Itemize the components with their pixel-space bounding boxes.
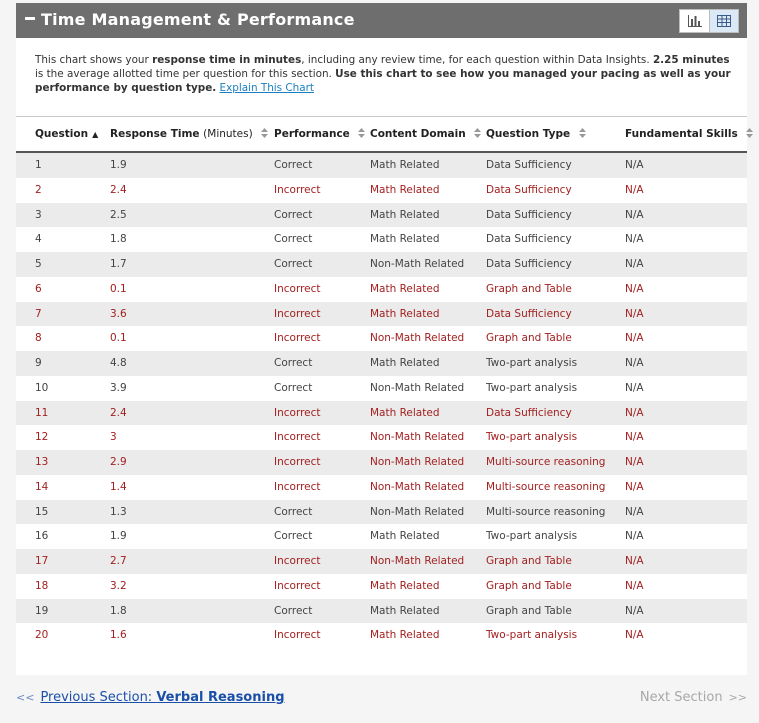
cell-content-domain: Non-Math Related [370, 258, 465, 270]
table-row [16, 623, 747, 648]
cell-content-domain: Math Related [370, 183, 440, 196]
double-chevron-left-icon: << [16, 691, 35, 704]
table-view-button[interactable] [709, 10, 738, 32]
cell-response-time: 1.9 [110, 530, 127, 543]
col-header-question-label: Question [35, 128, 89, 140]
cell-performance: Correct [274, 530, 313, 543]
view-toggle [679, 9, 739, 33]
col-header-performance-label: Performance [274, 128, 350, 140]
cell-question: 6 [35, 282, 42, 295]
cell-content-domain: Non-Math Related [370, 555, 465, 567]
table-row [16, 549, 747, 574]
cell-fundamental-skills: N/A [625, 307, 644, 320]
sort-icon[interactable] [261, 128, 268, 138]
cell-performance: Correct [274, 233, 313, 246]
table-row [16, 574, 747, 599]
cell-content-domain: Math Related [370, 629, 440, 642]
cell-fundamental-skills: N/A [625, 233, 644, 246]
cell-performance: Incorrect [274, 307, 321, 320]
cell-question: 16 [35, 530, 49, 543]
col-header-question[interactable] [35, 128, 98, 140]
cell-content-domain: Non-Math Related [370, 332, 465, 345]
desc-text-1: This chart shows your [35, 54, 153, 66]
cell-performance: Incorrect [274, 456, 321, 468]
table-row [16, 203, 747, 228]
cell-response-time: 1.9 [110, 159, 127, 171]
cell-question-type: Data Sufficiency [486, 233, 572, 246]
cell-response-time: 2.4 [110, 183, 127, 196]
cell-fundamental-skills: N/A [625, 406, 644, 419]
cell-question: 1 [35, 159, 42, 171]
cell-response-time: 2.5 [110, 208, 127, 221]
sort-icon[interactable] [746, 128, 753, 138]
col-header-question-type-label: Question Type [486, 128, 571, 140]
cell-content-domain: Math Related [370, 406, 440, 419]
cell-content-domain: Math Related [370, 579, 440, 592]
cell-response-time: 1.4 [110, 480, 127, 493]
cell-performance: Correct [274, 357, 313, 369]
col-header-question-type[interactable] [486, 128, 586, 140]
table-row [16, 450, 747, 475]
table-row [16, 277, 747, 302]
cell-question-type: Data Sufficiency [486, 183, 572, 196]
cell-question: 18 [35, 579, 49, 592]
cell-question-type: Graph and Table [486, 332, 572, 345]
col-header-response-time[interactable] [110, 128, 268, 140]
cell-question-type: Multi-source reasoning [486, 456, 606, 468]
cell-performance: Correct [274, 381, 313, 394]
cell-question-type: Graph and Table [486, 579, 572, 592]
cell-response-time: 2.4 [110, 406, 127, 419]
cell-fundamental-skills: N/A [625, 159, 644, 171]
sort-icon[interactable] [474, 128, 481, 138]
performance-table [16, 116, 747, 648]
minus-icon[interactable] [25, 17, 35, 20]
cell-performance: Incorrect [274, 183, 321, 196]
cell-question: 8 [35, 332, 42, 345]
cell-fundamental-skills: N/A [625, 282, 644, 295]
cell-fundamental-skills: N/A [625, 208, 644, 221]
sort-ascending-icon[interactable]: ▲ [92, 130, 99, 139]
cell-question: 17 [35, 555, 49, 567]
table-row [16, 153, 747, 178]
cell-performance: Incorrect [274, 480, 321, 493]
cell-content-domain: Non-Math Related [370, 456, 465, 468]
cell-response-time: 0.1 [110, 332, 127, 345]
cell-response-time: 3.9 [110, 381, 127, 394]
cell-response-time: 3 [110, 431, 117, 444]
sort-icon[interactable] [358, 128, 365, 138]
cell-response-time: 3.2 [110, 579, 127, 592]
cell-question: 12 [35, 431, 49, 444]
col-header-response-time-label: Response Time [110, 128, 200, 140]
previous-section-label[interactable] [40, 690, 284, 705]
section-nav [16, 690, 747, 710]
panel-title: Time Management & Performance [41, 10, 355, 29]
col-header-content-domain-label: Content Domain [370, 128, 466, 140]
cell-response-time: 2.7 [110, 555, 127, 567]
cell-question-type: Two-part analysis [486, 357, 578, 369]
cell-content-domain: Math Related [370, 159, 440, 171]
cell-fundamental-skills: N/A [625, 505, 644, 518]
cell-question: 7 [35, 307, 42, 320]
cell-response-time: 1.8 [110, 233, 127, 246]
chart-view-button[interactable] [680, 10, 709, 32]
cell-content-domain: Non-Math Related [370, 480, 465, 493]
panel-title-wrap[interactable] [25, 10, 355, 29]
cell-response-time: 4.8 [110, 357, 127, 369]
cell-question: 19 [35, 604, 49, 617]
time-management-panel [16, 3, 747, 675]
cell-question: 3 [35, 208, 42, 221]
cell-fundamental-skills: N/A [625, 357, 644, 369]
cell-question-type: Data Sufficiency [486, 307, 572, 320]
table-row [16, 302, 747, 327]
table-header [16, 117, 747, 153]
cell-fundamental-skills: N/A [625, 530, 644, 543]
cell-question: 20 [35, 629, 49, 642]
next-section-link [640, 690, 747, 705]
cell-question: 11 [35, 406, 49, 419]
cell-response-time: 3.6 [110, 307, 127, 320]
cell-fundamental-skills: N/A [625, 629, 644, 642]
cell-content-domain: Non-Math Related [370, 505, 465, 518]
cell-content-domain: Math Related [370, 282, 440, 295]
col-header-fundamental-skills[interactable] [625, 128, 753, 140]
cell-question: 4 [35, 233, 42, 246]
previous-section-prefix: Previous Section: [40, 690, 157, 705]
col-header-response-time-unit: (Minutes) [203, 128, 253, 140]
desc-bold-1: response time in minutes [152, 54, 302, 66]
table-row [16, 599, 747, 624]
cell-content-domain: Math Related [370, 307, 440, 320]
cell-performance: Incorrect [274, 579, 321, 592]
cell-performance: Correct [274, 505, 313, 518]
cell-fundamental-skills: N/A [625, 456, 644, 468]
table-row [16, 227, 747, 252]
cell-question-type: Graph and Table [486, 282, 572, 295]
previous-section-name: Verbal Reasoning [156, 690, 285, 705]
table-row [16, 524, 747, 549]
double-chevron-right-icon: >> [728, 691, 747, 704]
previous-section-link[interactable] [16, 690, 285, 705]
next-section-label: Next Section [639, 690, 723, 705]
cell-response-time: 1.3 [110, 505, 127, 518]
bar-chart-icon [688, 15, 702, 27]
cell-content-domain: Math Related [370, 233, 440, 246]
cell-fundamental-skills: N/A [625, 183, 644, 196]
cell-performance: Correct [274, 159, 313, 171]
col-header-content-domain[interactable] [370, 128, 481, 140]
desc-text-2: , including any review time, for each question within Data Insights. [301, 54, 653, 66]
cell-performance: Correct [274, 604, 313, 617]
cell-fundamental-skills: N/A [625, 381, 644, 394]
cell-question: 13 [35, 456, 49, 468]
cell-fundamental-skills: N/A [625, 555, 644, 567]
cell-performance: Incorrect [274, 282, 321, 295]
cell-question-type: Multi-source reasoning [486, 505, 606, 518]
table-row [16, 326, 747, 351]
cell-performance: Incorrect [274, 406, 321, 419]
cell-question: 14 [35, 480, 49, 493]
table-row [16, 376, 747, 401]
cell-response-time: 2.9 [110, 456, 127, 468]
table-row [16, 401, 747, 426]
cell-content-domain: Math Related [370, 208, 440, 221]
cell-content-domain: Math Related [370, 604, 440, 617]
cell-question-type: Graph and Table [486, 555, 572, 567]
cell-response-time: 1.7 [110, 258, 127, 270]
chart-description [35, 53, 735, 95]
desc-text-3: is the average allotted time per question for this section. [35, 68, 336, 80]
desc-bold-2: 2.25 minutes [652, 54, 730, 66]
sort-icon[interactable] [579, 128, 586, 138]
cell-question: 5 [35, 258, 42, 270]
cell-fundamental-skills: N/A [625, 258, 644, 270]
cell-question: 15 [35, 505, 49, 518]
table-row [16, 351, 747, 376]
cell-question: 9 [35, 357, 42, 369]
cell-question-type: Data Sufficiency [486, 208, 572, 221]
col-header-fundamental-skills-label: Fundamental Skills [625, 128, 738, 140]
cell-fundamental-skills: N/A [625, 604, 644, 617]
cell-fundamental-skills: N/A [625, 579, 644, 592]
cell-question-type: Graph and Table [486, 604, 572, 617]
table-icon [717, 15, 731, 27]
table-row [16, 500, 747, 525]
table-row [16, 425, 747, 450]
cell-question-type: Two-part analysis [486, 431, 578, 444]
cell-fundamental-skills: N/A [625, 480, 644, 493]
explain-chart-link[interactable]: Explain This Chart [219, 82, 314, 94]
cell-question: 10 [35, 381, 49, 394]
table-row [16, 475, 747, 500]
desc-bold-3: Use this chart to see how you managed your pacing as well as your performance by question type. [35, 68, 731, 94]
panel-header [16, 3, 747, 38]
cell-question-type: Two-part analysis [486, 629, 578, 642]
cell-content-domain: Math Related [370, 357, 440, 369]
cell-question-type: Multi-source reasoning [486, 480, 606, 493]
cell-response-time: 0.1 [110, 282, 127, 295]
cell-performance: Incorrect [274, 555, 321, 567]
cell-question-type: Data Sufficiency [486, 258, 572, 270]
cell-question-type: Two-part analysis [486, 530, 578, 543]
cell-fundamental-skills: N/A [625, 332, 644, 345]
cell-content-domain: Non-Math Related [370, 431, 465, 444]
cell-question: 2 [35, 183, 42, 196]
table-body [16, 153, 747, 648]
cell-question-type: Data Sufficiency [486, 406, 572, 419]
cell-response-time: 1.8 [110, 604, 127, 617]
cell-performance: Correct [274, 208, 313, 221]
cell-performance: Correct [274, 258, 313, 270]
cell-performance: Incorrect [274, 629, 321, 642]
table-row [16, 252, 747, 277]
cell-content-domain: Non-Math Related [370, 381, 465, 394]
col-header-performance[interactable] [274, 128, 365, 140]
cell-question-type: Two-part analysis [486, 381, 578, 394]
cell-performance: Incorrect [274, 332, 321, 345]
cell-response-time: 1.6 [110, 629, 127, 642]
table-row [16, 178, 747, 203]
cell-question-type: Data Sufficiency [486, 159, 572, 171]
cell-performance: Incorrect [274, 431, 321, 444]
cell-fundamental-skills: N/A [625, 431, 644, 444]
cell-content-domain: Math Related [370, 530, 440, 543]
